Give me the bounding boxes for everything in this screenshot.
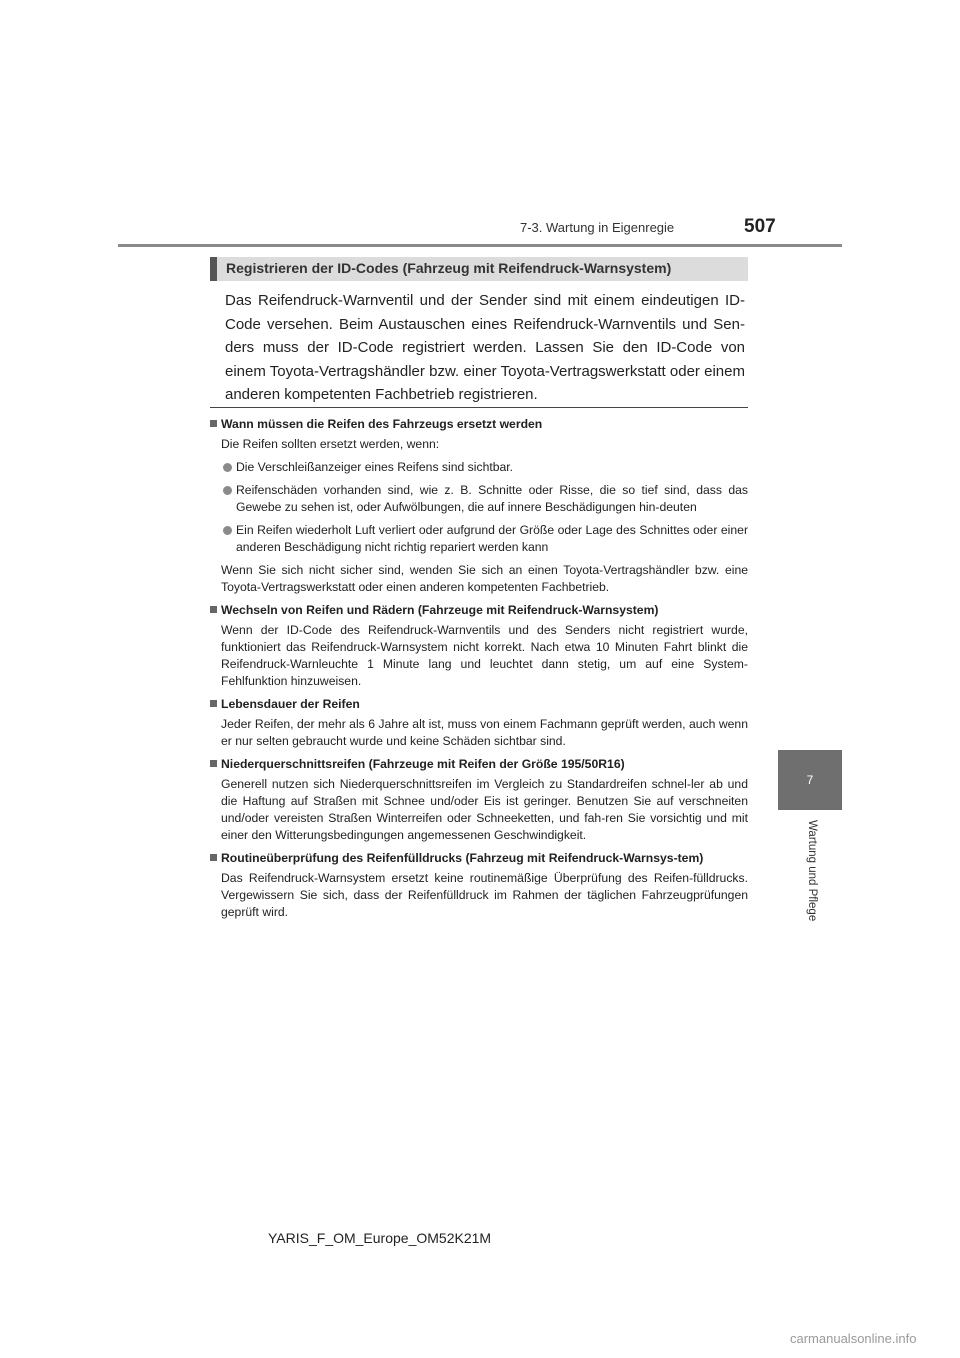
note-body: Das Reifendruck-Warnsystem ersetzt keine routinemäßige Überprüfung des Reifen-fülldrucks. Vergewissern Sie sich, dass der Reifenfülldruck im Rahmen der täglichen Fahrzeugprüfungen geprüft wird. (221, 871, 748, 919)
note-heading-text: Niederquerschnittsreifen (Fahrzeuge mit Reifen der Größe 195/50R16) (221, 757, 625, 771)
round-bullet-icon (223, 463, 232, 472)
note-tire-replacement (210, 416, 748, 596)
note-body: Wenn der ID-Code des Reifendruck-Warnventils und des Senders nicht registriert wurde, funktioniert das Reifendruck-Warnsystem nicht korrekt. Nach etwa 10 Minuten Fahrt blinkt die Reifendruck-Warnleuchte 1 Minute lang und leuchtet dann stetig, um auf eine System-Fehlfunktion hinzuweisen. (221, 623, 748, 688)
chapter-title: Wartung und Pflege (806, 820, 818, 922)
round-bullet-icon (223, 526, 232, 535)
header-section-title: 7-3. Wartung in Eigenregie (520, 220, 675, 235)
chapter-number: 7 (806, 773, 814, 787)
section-banner-bar (210, 257, 217, 281)
list-item-text: Ein Reifen wiederholt Luft verliert oder aufgrund der Größe oder Lage des Schnittes oder einer anderen Beschädigung nicht richtig repariert werden kann (236, 523, 748, 554)
list-item (210, 459, 748, 476)
list-item (210, 522, 748, 556)
section-banner (210, 257, 748, 281)
list-item-text: Die Verschleißanzeiger eines Reifens sind sichtbar. (236, 460, 514, 474)
note-heading (210, 602, 748, 619)
note-body: Jeder Reifen, der mehr als 6 Jahre alt ist, muss von einem Fachmann geprüft werden, auch wenn er nur selten gebraucht wurde und keine Schäden sichtbar sind. (221, 717, 748, 748)
note-heading (210, 756, 748, 773)
watermark: carmanualsonline.info (790, 1331, 917, 1346)
notes-list (210, 416, 748, 927)
note-heading (210, 850, 748, 867)
note-outro: Wenn Sie sich nicht sicher sind, wenden Sie sich an einen Toyota-Vertragshändler bzw. eine Toyota-Vertragswerkstatt oder einen anderen kompetenten Fachbetrieb. (221, 563, 748, 594)
note-low-profile-tires (210, 756, 748, 844)
square-bullet-icon (210, 420, 217, 427)
note-heading-text: Lebensdauer der Reifen (221, 697, 360, 711)
document-id: YARIS_F_OM_Europe_OM52K21M (268, 1230, 492, 1246)
note-body: Generell nutzen sich Niederquerschnittsreifen im Vergleich zu Standardreifen schnel-ler ab und die Haftung auf Straßen mit Schnee und/oder Eis ist geringer. Benutzen Sie auf verschneiten und/oder vereisten Straßen Winterreifen oder Schneeketten, und fah-ren Sie vorsichtig und mit einer den Witterungsbedingungen angemessenen Geschwindigkeit. (221, 777, 748, 842)
section-title: Registrieren der ID-Codes (Fahrzeug mit Reifendruck-Warnsystem) (226, 260, 672, 276)
note-heading (210, 696, 748, 713)
note-pressure-check (210, 850, 748, 921)
note-heading-text: Routineüberprüfung des Reifenfülldrucks (Fahrzeug mit Reifendruck-Warnsys-tem) (221, 851, 704, 865)
header-divider (118, 244, 842, 247)
square-bullet-icon (210, 700, 217, 707)
section-divider (210, 407, 748, 408)
square-bullet-icon (210, 606, 217, 613)
square-bullet-icon (210, 760, 217, 767)
list-item (210, 482, 748, 516)
round-bullet-icon (223, 486, 232, 495)
chapter-tab (778, 750, 842, 810)
page-number: 507 (744, 216, 776, 237)
note-tire-lifespan (210, 696, 748, 750)
section-intro: Das Reifendruck-Warnventil und der Sender sind mit einem eindeutigen ID-Code versehen. Beim Austauschen eines Reifendruck-Warnventils und Sen-ders muss der ID-Code registriert werden. Lassen Sie den ID-Code von einem Toyota-Vertragshändler bzw. einer Toyota-Vertragswerkstatt oder einem anderen kompetenten Fachbetrieb registrieren. (225, 292, 745, 403)
note-heading-text: Wechseln von Reifen und Rädern (Fahrzeuge mit Reifendruck-Warnsystem) (221, 603, 659, 617)
square-bullet-icon (210, 854, 217, 861)
note-heading-text: Wann müssen die Reifen des Fahrzeugs ersetzt werden (221, 417, 543, 431)
note-intro: Die Reifen sollten ersetzt werden, wenn: (221, 437, 440, 451)
note-tire-wheel-change (210, 602, 748, 690)
note-heading (210, 416, 748, 433)
list-item-text: Reifenschäden vorhanden sind, wie z. B. Schnitte oder Risse, die so tief sind, dass das Gewebe zu sehen ist, oder Aufwölbungen, die auf innere Beschädigungen hin-deuten (236, 483, 748, 514)
